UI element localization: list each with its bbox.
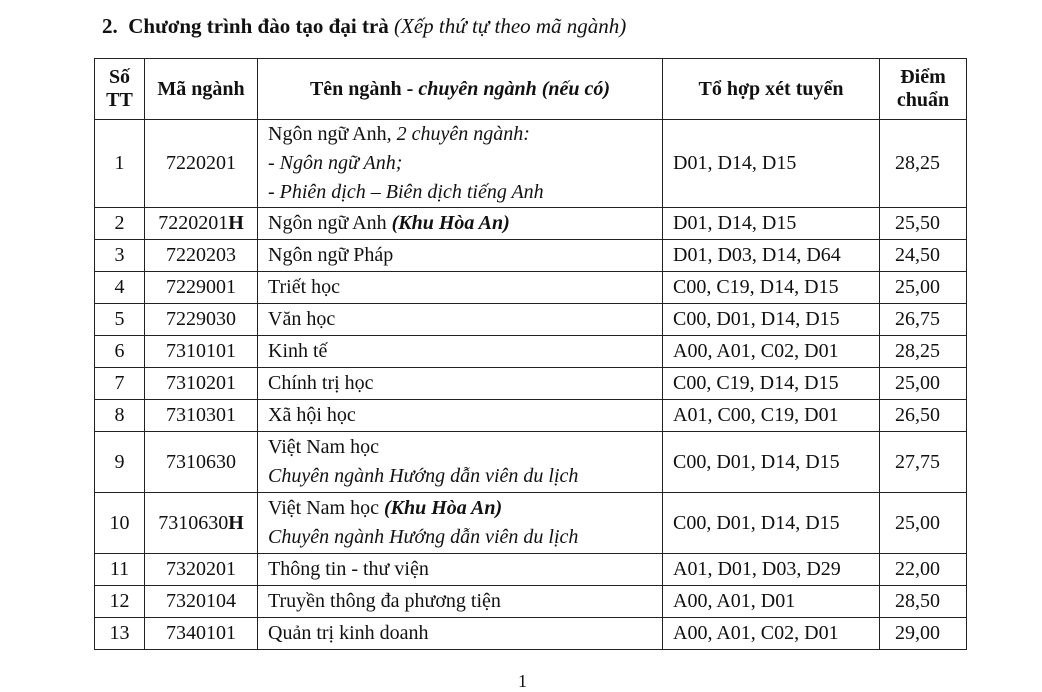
- row-stt: 4: [95, 272, 145, 304]
- row-stt: 7: [95, 368, 145, 400]
- row-stt: 11: [95, 554, 145, 586]
- row-name: Văn học: [258, 304, 663, 336]
- row-score: 25,00: [880, 493, 967, 554]
- row-name: Việt Nam học (Khu Hòa An) Chuyên ngành Hướng dẫn viên du lịch: [258, 493, 663, 554]
- row-score: 28,25: [880, 336, 967, 368]
- table-row: [95, 272, 967, 304]
- section-heading: [102, 14, 626, 39]
- header-code: Mã ngành: [145, 59, 258, 120]
- row-name: Truyền thông đa phương tiện: [258, 586, 663, 618]
- row-code: 7320104: [145, 586, 258, 618]
- row-combo: D01, D14, D15: [663, 208, 880, 240]
- row-name: Chính trị học: [258, 368, 663, 400]
- row-score: 29,00: [880, 618, 967, 650]
- row-combo: A00, A01, C02, D01: [663, 336, 880, 368]
- row-score: 26,75: [880, 304, 967, 336]
- row-name: Ngôn ngữ Pháp: [258, 240, 663, 272]
- row-score: 26,50: [880, 400, 967, 432]
- row-name: Quản trị kinh doanh: [258, 618, 663, 650]
- row-code: 7220203: [145, 240, 258, 272]
- row-code: 7310301: [145, 400, 258, 432]
- section-number: 2.: [102, 14, 118, 38]
- table-row: [95, 304, 967, 336]
- table-row: [95, 336, 967, 368]
- row-code: 7310630H: [145, 493, 258, 554]
- row-stt: 5: [95, 304, 145, 336]
- row-code: 7220201H: [145, 208, 258, 240]
- row-name: Thông tin - thư viện: [258, 554, 663, 586]
- row-code: 7340101: [145, 618, 258, 650]
- row-code: 7310201: [145, 368, 258, 400]
- row-name: Ngôn ngữ Anh, 2 chuyên ngành: - Ngôn ngữ Anh; - Phiên dịch – Biên dịch tiếng Anh: [258, 120, 663, 208]
- row-combo: A00, A01, D01: [663, 586, 880, 618]
- header-name: Tên ngành - chuyên ngành (nếu có): [258, 59, 663, 120]
- row-combo: A00, A01, C02, D01: [663, 618, 880, 650]
- row-stt: 2: [95, 208, 145, 240]
- row-name: Ngôn ngữ Anh (Khu Hòa An): [258, 208, 663, 240]
- row-code: 7320201: [145, 554, 258, 586]
- row-code: 7220201: [145, 120, 258, 208]
- header-score: Điểm chuẩn: [880, 59, 967, 120]
- row-stt: 9: [95, 432, 145, 493]
- table-row: [95, 586, 967, 618]
- header-combo: Tổ hợp xét tuyển: [663, 59, 880, 120]
- row-name: Triết học: [258, 272, 663, 304]
- section-note: (Xếp thứ tự theo mã ngành): [394, 14, 627, 38]
- table-row: [95, 208, 967, 240]
- row-code: 7229001: [145, 272, 258, 304]
- table-row: [95, 368, 967, 400]
- table-row: [95, 618, 967, 650]
- row-score: 28,50: [880, 586, 967, 618]
- row-stt: 10: [95, 493, 145, 554]
- table-row: [95, 400, 967, 432]
- row-stt: 3: [95, 240, 145, 272]
- row-combo: C00, C19, D14, D15: [663, 272, 880, 304]
- row-combo: C00, C19, D14, D15: [663, 368, 880, 400]
- row-code: 7229030: [145, 304, 258, 336]
- row-stt: 6: [95, 336, 145, 368]
- row-combo: C00, D01, D14, D15: [663, 493, 880, 554]
- table-row: [95, 493, 967, 554]
- row-combo: C00, D01, D14, D15: [663, 432, 880, 493]
- row-stt: 12: [95, 586, 145, 618]
- row-score: 25,00: [880, 272, 967, 304]
- row-stt: 8: [95, 400, 145, 432]
- row-code: 7310630: [145, 432, 258, 493]
- row-score: 25,50: [880, 208, 967, 240]
- row-name: Xã hội học: [258, 400, 663, 432]
- row-name: Kinh tế: [258, 336, 663, 368]
- table-row: [95, 240, 967, 272]
- table-header-row: [95, 59, 967, 120]
- row-stt: 13: [95, 618, 145, 650]
- row-combo: D01, D03, D14, D64: [663, 240, 880, 272]
- table-row: [95, 432, 967, 493]
- section-title: Chương trình đào tạo đại trà: [128, 14, 389, 38]
- row-score: 28,25: [880, 120, 967, 208]
- row-score: 24,50: [880, 240, 967, 272]
- row-combo: C00, D01, D14, D15: [663, 304, 880, 336]
- row-score: 27,75: [880, 432, 967, 493]
- header-stt: Số TT: [95, 59, 145, 120]
- row-score: 22,00: [880, 554, 967, 586]
- row-combo: A01, C00, C19, D01: [663, 400, 880, 432]
- table-row: [95, 554, 967, 586]
- row-combo: A01, D01, D03, D29: [663, 554, 880, 586]
- admission-score-table: [94, 58, 967, 650]
- row-score: 25,00: [880, 368, 967, 400]
- row-combo: D01, D14, D15: [663, 120, 880, 208]
- row-stt: 1: [95, 120, 145, 208]
- row-name: Việt Nam học Chuyên ngành Hướng dẫn viên du lịch: [258, 432, 663, 493]
- row-code: 7310101: [145, 336, 258, 368]
- table-row: [95, 120, 967, 208]
- page-number: 1: [518, 671, 527, 691]
